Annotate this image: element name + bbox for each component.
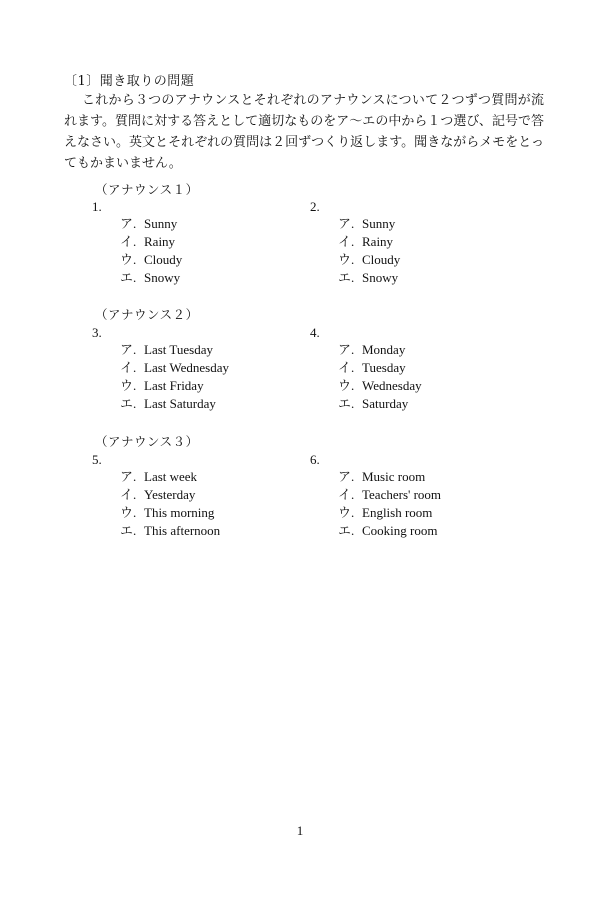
option — [120, 486, 220, 504]
question-2-number: 2. — [310, 199, 320, 214]
option-mark: イ. — [338, 234, 355, 249]
option — [338, 251, 400, 269]
option — [338, 359, 422, 377]
page-number: 1 — [296, 823, 304, 838]
question-4-options — [338, 341, 422, 413]
option-text: English room — [362, 505, 433, 520]
option-mark: イ. — [120, 360, 137, 375]
option — [120, 468, 220, 486]
option — [120, 359, 229, 377]
option-mark: ウ. — [338, 378, 355, 393]
option-text: Last Friday — [144, 378, 204, 393]
option-mark: エ. — [120, 396, 137, 411]
option-mark: ア. — [338, 342, 355, 357]
option-mark: イ. — [120, 234, 137, 249]
option — [338, 377, 422, 395]
option — [120, 504, 220, 522]
option-mark: ウ. — [338, 252, 355, 267]
option-text: Teachers' room — [362, 487, 442, 502]
option-text: Snowy — [362, 270, 399, 285]
announcement-2-label: （アナウンス２） — [95, 307, 199, 322]
option-text: Yesterday — [144, 487, 196, 502]
option — [120, 233, 182, 251]
option-text: Rainy — [362, 234, 394, 249]
question-3-number: 3. — [92, 325, 102, 340]
option-text: Last week — [144, 469, 198, 484]
option-text: Sunny — [362, 216, 396, 231]
option-text: Music room — [362, 469, 426, 484]
option-text: Cloudy — [362, 252, 401, 267]
option-mark: ウ. — [120, 252, 137, 267]
option-text: Rainy — [144, 234, 176, 249]
option-mark: イ. — [338, 487, 355, 502]
announcement-1-label: （アナウンス１） — [95, 182, 199, 197]
option — [338, 522, 441, 540]
option-mark: エ. — [338, 523, 355, 538]
option-mark: ウ. — [338, 505, 355, 520]
question-1-number: 1. — [92, 199, 102, 214]
question-6-number: 6. — [310, 452, 320, 467]
option — [338, 215, 400, 233]
option — [338, 233, 400, 251]
question-2-options — [338, 215, 400, 287]
option-text: This morning — [144, 505, 215, 520]
option-mark: エ. — [338, 396, 355, 411]
option-mark: ア. — [338, 469, 355, 484]
option — [338, 395, 422, 413]
option-mark: エ. — [120, 270, 137, 285]
option-text: Last Tuesday — [144, 342, 213, 357]
option-text: Cloudy — [144, 252, 183, 267]
option-mark: ア. — [338, 216, 355, 231]
option-mark: イ. — [120, 487, 137, 502]
option-text: Saturday — [362, 396, 409, 411]
option-text: Cooking room — [362, 523, 438, 538]
option — [338, 269, 400, 287]
option-text: Tuesday — [362, 360, 406, 375]
option-text: Last Saturday — [144, 396, 216, 411]
question-5-number: 5. — [92, 452, 102, 467]
option-mark: ア. — [120, 216, 137, 231]
question-6-options — [338, 468, 441, 540]
option — [338, 468, 441, 486]
option-text: This afternoon — [144, 523, 221, 538]
option — [120, 251, 182, 269]
option-text: Sunny — [144, 216, 178, 231]
option — [120, 341, 229, 359]
option-mark: ウ. — [120, 378, 137, 393]
option-mark: イ. — [338, 360, 355, 375]
option-text: Monday — [362, 342, 406, 357]
option — [120, 395, 229, 413]
announcement-3-label: （アナウンス３） — [95, 434, 199, 449]
option-text: Wednesday — [362, 378, 422, 393]
instructions-text: これから３つのアナウンスとそれぞれのアナウンスについて２つずつ質問が流れます。質問に対する答えとして適切なものをア～エの中から１つ選び、記号で答えなさい。英文とそれぞれの質問は２回ずつくり返します。聞きながらメモをとってもかまいません。 — [64, 93, 544, 171]
option-mark: ア. — [120, 342, 137, 357]
option — [338, 504, 441, 522]
section-heading: 〔1〕聞き取りの問題 — [64, 74, 195, 89]
option — [338, 341, 422, 359]
question-4-number: 4. — [310, 325, 320, 340]
question-3-options — [120, 341, 229, 413]
option — [120, 269, 182, 287]
option — [120, 377, 229, 395]
question-1-options — [120, 215, 182, 287]
option-text: Snowy — [144, 270, 181, 285]
option-text: Last Wednesday — [144, 360, 229, 375]
option — [120, 522, 220, 540]
option-mark: ウ. — [120, 505, 137, 520]
option-mark: ア. — [120, 469, 137, 484]
option-mark: エ. — [120, 523, 137, 538]
question-5-options — [120, 468, 220, 540]
option-mark: エ. — [338, 270, 355, 285]
option — [120, 215, 182, 233]
option — [338, 486, 441, 504]
